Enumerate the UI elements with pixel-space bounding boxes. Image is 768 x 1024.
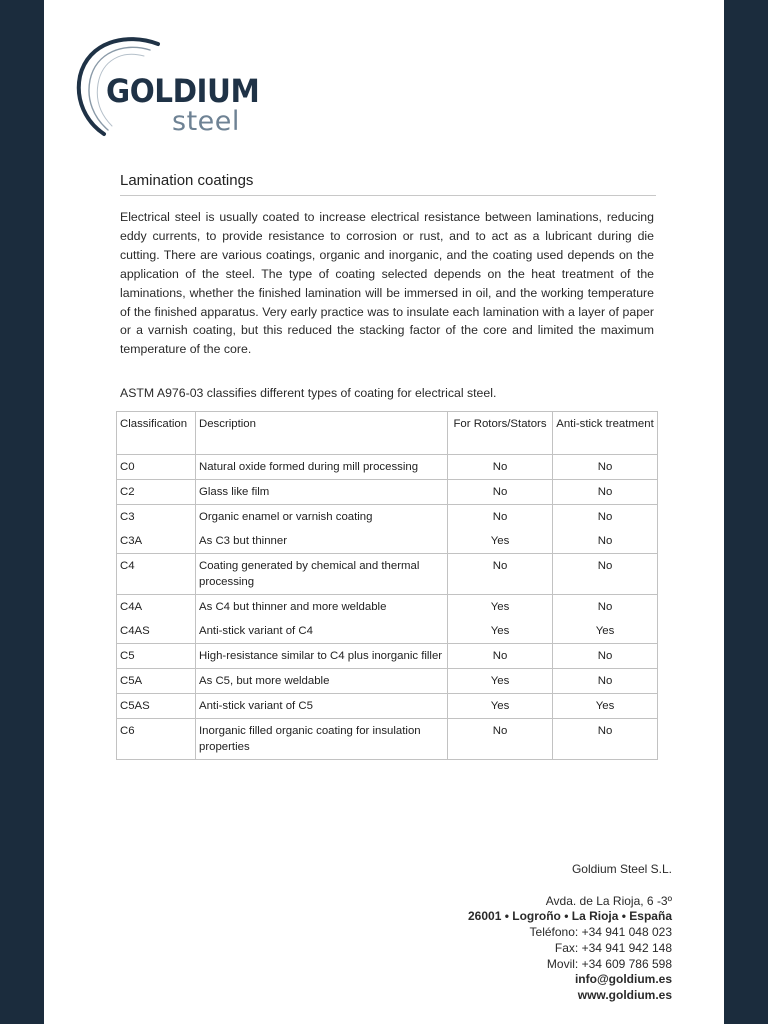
- cell-anti-stick: No: [553, 719, 658, 760]
- cell-anti-stick: No: [553, 505, 658, 530]
- cell-classification: C5: [117, 644, 196, 669]
- document-page: [44, 0, 724, 1024]
- coating-classification-table: [116, 411, 658, 760]
- cell-classification: C6: [117, 719, 196, 760]
- cell-anti-stick: No: [553, 669, 658, 694]
- cell-anti-stick: No: [553, 529, 658, 554]
- table-row: [117, 644, 658, 669]
- cell-classification: C5A: [117, 669, 196, 694]
- cell-classification: C2: [117, 480, 196, 505]
- company-email-link[interactable]: info@goldium.es: [574, 972, 672, 987]
- goldium-logo: [74, 34, 260, 144]
- cell-anti-stick: Yes: [553, 694, 658, 719]
- cell-description: Anti-stick variant of C5: [196, 694, 448, 719]
- table-row: [117, 694, 658, 719]
- cell-rotors-stators: No: [448, 505, 553, 530]
- cell-description: As C4 but thinner and more weldable: [196, 595, 448, 620]
- cell-description: Inorganic filled organic coating for insulation properties: [196, 719, 448, 760]
- cell-rotors-stators: Yes: [448, 669, 553, 694]
- header-rotors-stators: For Rotors/Stators: [448, 412, 553, 455]
- table-header-row: [117, 412, 658, 455]
- cell-rotors-stators: No: [448, 554, 553, 595]
- cell-anti-stick: No: [553, 644, 658, 669]
- cell-anti-stick: Yes: [553, 619, 658, 644]
- header-classification: Classification: [117, 412, 196, 455]
- table-row: [117, 480, 658, 505]
- cell-classification: C0: [117, 455, 196, 480]
- table-row: [117, 669, 658, 694]
- cell-description: As C5, but more weldable: [196, 669, 448, 694]
- table-row: [117, 719, 658, 760]
- cell-anti-stick: No: [553, 554, 658, 595]
- cell-description: High-resistance similar to C4 plus inorganic filler: [196, 644, 448, 669]
- intro-paragraph: Electrical steel is usually coated to increase electrical resistance between laminations, reducing eddy currents, to provide resistance to corrosion or rust, and to act as a lubricant during die cutting. There are various coatings, organic and inorganic, and the coating used depends on the application of the steel. The type of coating selected depends on the heat treatment of the laminations, whether the finished lamination will be immersed in oil, and the working temperature of the finished apparatus. Very early practice was to insulate each lamination with a layer of paper or a varnish coating, but this reduced the stacking factor of the core and limited the maximum temperature of the core.: [120, 210, 654, 357]
- logo-sub-text: steel: [172, 106, 240, 137]
- cell-rotors-stators: Yes: [448, 595, 553, 620]
- company-name: Goldium Steel S.L.: [571, 862, 672, 876]
- company-mobile: Movil: +34 609 786 598: [546, 956, 672, 971]
- cell-description: As C3 but thinner: [196, 529, 448, 554]
- header-description: Description: [196, 412, 448, 455]
- cell-classification: C4A: [117, 595, 196, 620]
- section-heading: Lamination coatings: [120, 172, 656, 196]
- company-phone: Teléfono: +34 941 048 023: [529, 925, 672, 940]
- company-address: Avda. de La Rioja, 6 -3º: [545, 893, 672, 908]
- table-row: [117, 455, 658, 480]
- cell-description: Natural oxide formed during mill processing: [196, 455, 448, 480]
- company-fax: Fax: +34 941 942 148: [554, 940, 672, 955]
- table-row: [117, 529, 658, 554]
- cell-rotors-stators: No: [448, 480, 553, 505]
- company-contact-block: [412, 862, 672, 1004]
- cell-description: Anti-stick variant of C4: [196, 619, 448, 644]
- cell-rotors-stators: No: [448, 644, 553, 669]
- cell-description: Coating generated by chemical and thermal processing: [196, 554, 448, 595]
- cell-classification: C5AS: [117, 694, 196, 719]
- table-row: [117, 554, 658, 595]
- cell-anti-stick: No: [553, 455, 658, 480]
- cell-description: Glass like film: [196, 480, 448, 505]
- cell-rotors-stators: No: [448, 719, 553, 760]
- cell-description: Organic enamel or varnish coating: [196, 505, 448, 530]
- cell-rotors-stators: Yes: [448, 529, 553, 554]
- company-website-link[interactable]: www.goldium.es: [577, 987, 672, 1002]
- cell-classification: C3A: [117, 529, 196, 554]
- astm-paragraph: ASTM A976-03 classifies different types of coating for electrical steel.: [120, 386, 497, 400]
- cell-anti-stick: No: [553, 595, 658, 620]
- table-row: [117, 505, 658, 530]
- table-row: [117, 619, 658, 644]
- cell-rotors-stators: Yes: [448, 619, 553, 644]
- company-city: 26001 • Logroño • La Rioja • España: [468, 909, 672, 924]
- cell-rotors-stators: No: [448, 455, 553, 480]
- cell-classification: C4AS: [117, 619, 196, 644]
- cell-classification: C3: [117, 505, 196, 530]
- cell-rotors-stators: Yes: [448, 694, 553, 719]
- cell-classification: C4: [117, 554, 196, 595]
- logo-brand-text: GOLDIUM: [106, 72, 260, 110]
- table-row: [117, 595, 658, 620]
- header-anti-stick: Anti-stick treatment: [553, 412, 658, 455]
- cell-anti-stick: No: [553, 480, 658, 505]
